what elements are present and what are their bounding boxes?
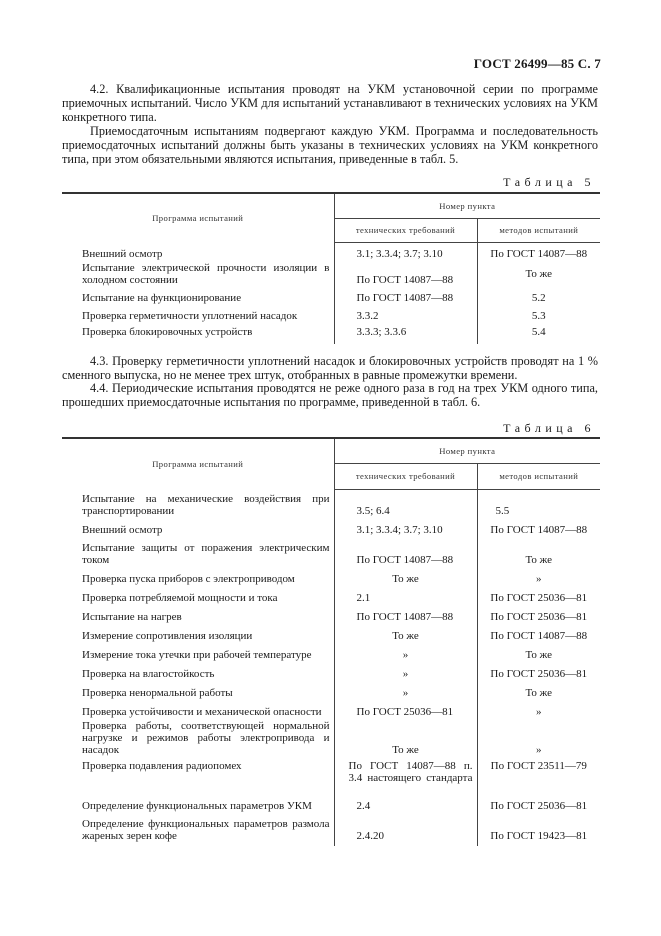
- table-row: Проверка на влагостойкость » По ГОСТ 25036—81: [62, 663, 600, 682]
- table-row: Испытание защиты от поражения электрическим током По ГОСТ 14087—88 То же: [62, 538, 600, 568]
- table-row: Проверка ненормальной работы » То же: [62, 682, 600, 701]
- paragraph-4-3: 4.3. Проверку герметичности уплотнений насадок и блокировочных устройств проводят на 1 % сменного выпуска, но не менее трех штук, отобранных в равные промежутки времени.: [62, 354, 598, 383]
- table6-head-methods: методов испытаний: [477, 463, 600, 489]
- table-row: Проверка пуска приборов с электроприводом То же »: [62, 568, 600, 587]
- table-row: Измерение тока утечки при рабочей температуре » То же: [62, 644, 600, 663]
- table6-head-program: Программа испытаний: [62, 438, 334, 489]
- table6-head-number: Номер пункта: [334, 438, 600, 463]
- table-row: Измерение сопротивления изоляции То же По ГОСТ 14087—88: [62, 625, 600, 644]
- table-row: Проверка подавления радиопомех По ГОСТ 14087—88 п. 3.4 настоящего стандарта По ГОСТ 23511—79: [62, 758, 600, 792]
- table-row: Проверка блокировочных устройств 3.3.3; 3.3.6 5.4: [62, 324, 600, 344]
- paragraph-4-2: 4.2. Квалификационные испытания проводят на УКМ установочной серии по программе приемочных испытаний. Число УКМ для испытаний устанавливают в технических условиях на УКМ конкретного типа.: [62, 82, 598, 125]
- table5-head-number: Номер пункта: [334, 193, 600, 218]
- table-row: Проверка потребляемой мощности и тока 2.1 По ГОСТ 25036—81: [62, 587, 600, 606]
- table-5: [62, 192, 600, 344]
- page-header: ГОСТ 26499—85 С. 7: [473, 56, 601, 71]
- table-6: [62, 437, 600, 846]
- table-row: Определение функциональных параметров размола жареных зерен кофе 2.4.20 По ГОСТ 19423—81: [62, 814, 600, 846]
- paragraph-4-4: 4.4. Периодические испытания проводятся не реже одного раза в год на трех УКМ одного типа, прошедших приемосдаточные испытания по программе, приведенной в табл. 6.: [62, 381, 598, 410]
- table-row: Проверка устойчивости и механической опасности По ГОСТ 25036—81 »: [62, 701, 600, 720]
- table-row: Внешний осмотр 3.1; 3.3.4; 3.7; 3.10 По ГОСТ 14087—88: [62, 519, 600, 538]
- table5-caption: Таблица 5: [503, 175, 595, 189]
- table5-head-program: Программа испытаний: [62, 193, 334, 242]
- table-row: Испытание на функционирование По ГОСТ 14087—88 5.2: [62, 288, 600, 306]
- table-row: Проверка герметичности уплотнений насадок 3.3.2 5.3: [62, 306, 600, 324]
- table-row: Испытание на нагрев По ГОСТ 14087—88 По ГОСТ 25036—81: [62, 606, 600, 625]
- table5-head-methods: методов испытаний: [477, 218, 600, 242]
- table-row: Испытание электрической прочности изоляции в холодном состоянии По ГОСТ 14087—88 То же: [62, 262, 600, 288]
- table5-head-tech: технических требований: [334, 218, 477, 242]
- table-row: Внешний осмотр 3.1; 3.3.4; 3.7; 3.10 По ГОСТ 14087—88: [62, 242, 600, 262]
- table6-caption: Таблица 6: [503, 421, 595, 435]
- paragraph-4-2-acceptance: Приемосдаточным испытаниям подвергают каждую УКМ. Программа и последовательность приемосдаточных испытаний должны быть указаны в технических условиях на УКМ конкретного типа, при этом обязательными являются испытания, приведенные в табл. 5.: [62, 124, 598, 167]
- table-row: Испытание на механические воздействия при транспортировании 3.5; 6.4 5.5: [62, 489, 600, 519]
- table-row: Определение функциональных параметров УКМ 2.4 По ГОСТ 25036—81: [62, 792, 600, 814]
- table6-head-tech: технических требований: [334, 463, 477, 489]
- table-row: Проверка работы, соответствующей нормальной нагрузке и режимов работы электропривода и насадок То же »: [62, 720, 600, 758]
